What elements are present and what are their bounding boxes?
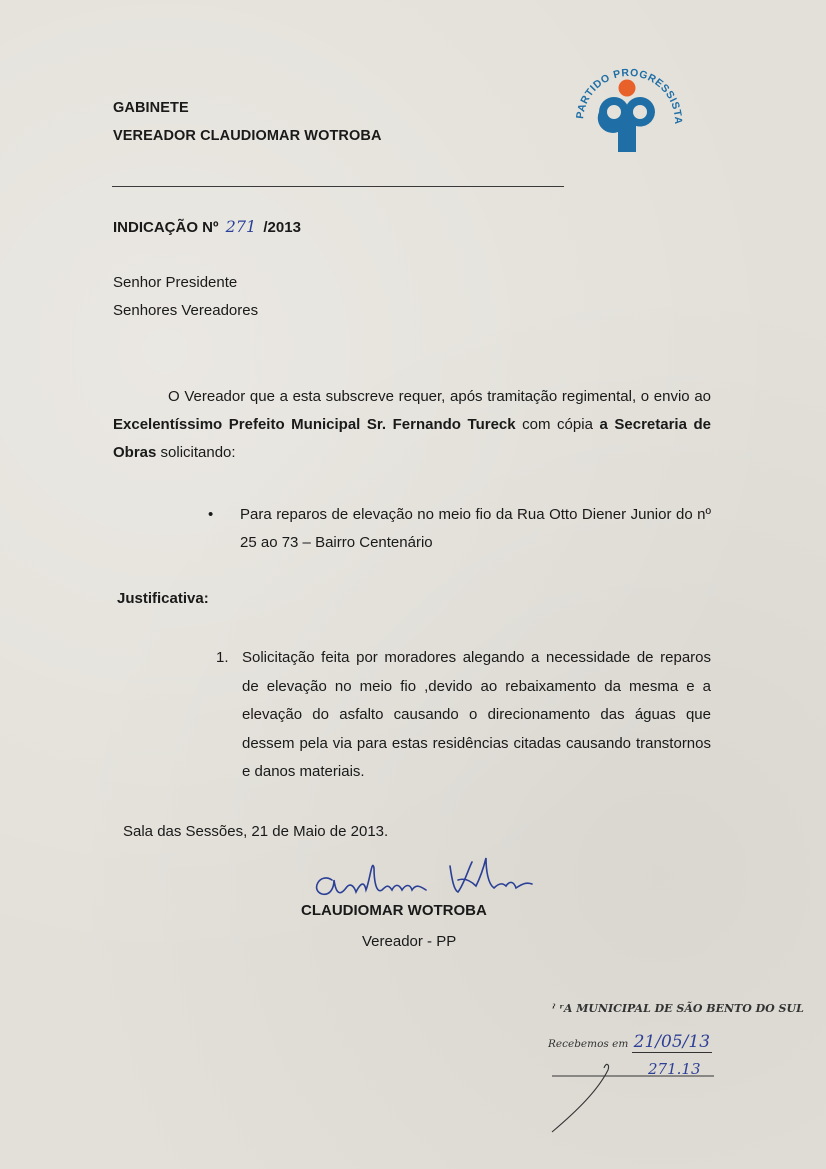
bullet-marker: • [208,506,214,523]
indicacao-year: /2013 [263,219,301,236]
place-date: Sala das Sessões, 21 de Maio de 2013. [123,823,389,840]
party-logo [569,56,689,166]
header-councilor: VEREADOR CLAUDIOMAR WOTROBA [113,128,382,144]
body-mayor: Excelentíssimo Prefeito Municipal Sr. Fernando Tureck [113,416,516,433]
request-bullet [208,501,711,557]
justificativa-item [216,644,711,787]
item-number: 1. [216,649,229,666]
stamp-protocol: 271.13 [648,1060,701,1078]
body-part2: com cópia [515,416,600,433]
signature-name: CLAUDIOMAR WOTROBA [301,902,487,919]
greeting-president: Senhor Presidente [113,274,238,291]
svg-text:PARTIDO PROGRESSISTA: PARTIDO PROGRESSISTA [574,66,685,125]
header-divider [112,186,564,187]
signature [300,850,540,910]
bullet-text: Para reparos de elevação no meio fio da Rua Otto Diener Junior do nº 25 ao 73 – Bairro Centenário [240,506,711,551]
greeting-councilors: Senhores Vereadores [113,302,259,319]
stamp-received-date: 21/05/13 [633,1032,711,1052]
indicacao-title [113,217,301,236]
body-part3: solicitando: [156,444,236,461]
header-office: GABINETE [113,100,189,116]
stamp-lines [548,1060,718,1140]
indicacao-number: 271 [225,217,257,236]
body-part1: O Vereador que a esta subscreve requer, após tramitação regimental, o envio ao [168,388,711,405]
indicacao-label: INDICAÇÃO Nº [113,219,219,236]
stamp-received-label: Recebemos em [548,1038,629,1050]
justificativa-heading: Justificativa: [117,590,209,607]
item-text: Solicitação feita por moradores alegando a necessidade de reparos de elevação no meio fio ,devido ao rebaixamento da mesma e a elevação do asfalto causando o direcionamento das águas que dessem pela via para estas residências citadas causando transtornos e danos materiais. [242,649,711,780]
body-paragraph [113,383,711,467]
stamp-received [548,1032,712,1052]
body-secretariat: a Secretaria de Obras [113,416,711,461]
signature-role: Vereador - PP [362,933,457,950]
stamp-title: ˀ ʳA MUNICIPAL DE SÃO BENTO DO SUL [552,1002,804,1015]
